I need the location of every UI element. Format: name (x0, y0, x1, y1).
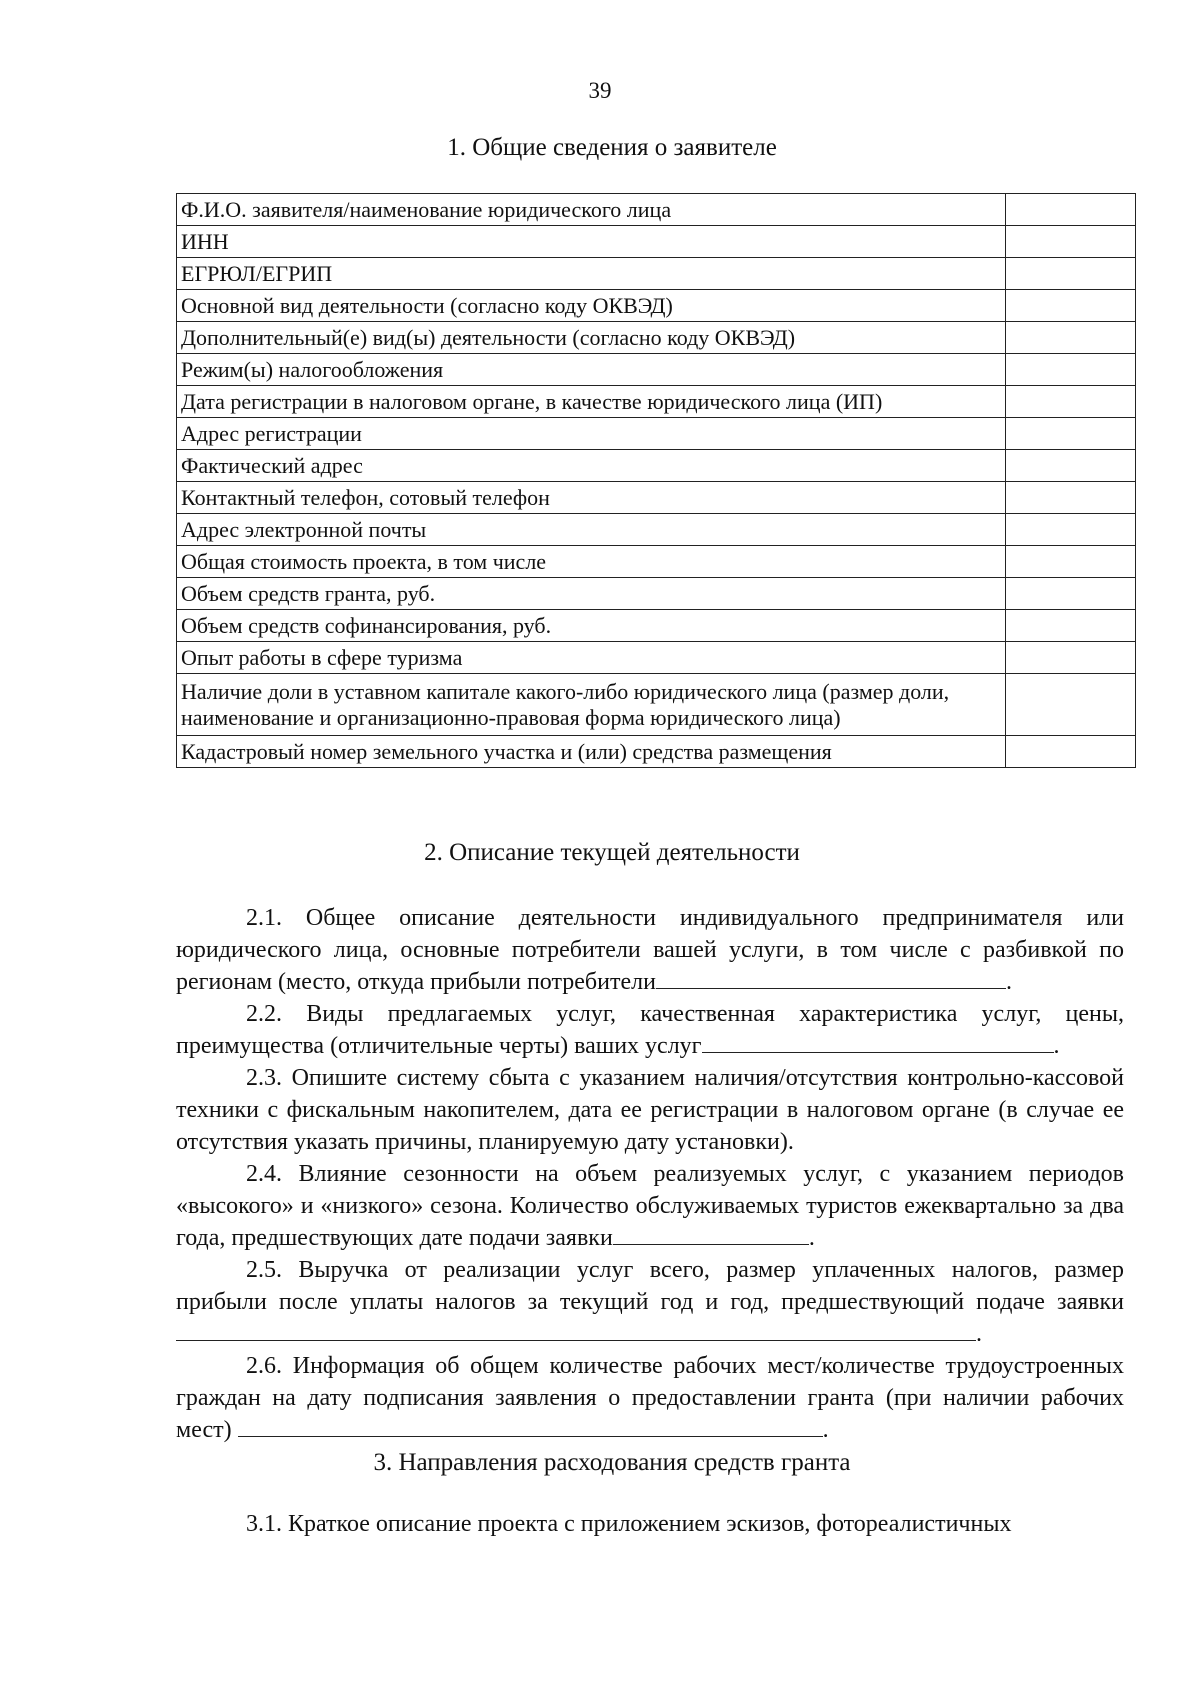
table-row (177, 194, 1136, 226)
value-cell[interactable] (1006, 418, 1136, 450)
applicant-info-table (176, 193, 1136, 768)
row-label: Объем средств софинансирования, руб. (177, 610, 1006, 642)
paragraph-2-4 (176, 1158, 1124, 1254)
table-row (177, 642, 1136, 674)
paragraph-2-5-text: 2.5. Выручка от реализации услуг всего, размер уплаченных налогов, размер прибыли после уплаты налогов за текущий год и год, предшествующий подаче заявки (176, 1257, 1124, 1315)
row-label: ИНН (177, 226, 1006, 258)
row-label: Объем средств гранта, руб. (177, 578, 1006, 610)
paragraph-2-1 (176, 902, 1124, 998)
row-label: Контактный телефон, сотовый телефон (177, 482, 1006, 514)
value-cell[interactable] (1006, 258, 1136, 290)
paragraph-2-2 (176, 998, 1124, 1062)
value-cell[interactable] (1006, 610, 1136, 642)
value-cell[interactable] (1006, 322, 1136, 354)
fill-in-blank[interactable] (656, 966, 1006, 989)
value-cell[interactable] (1006, 482, 1136, 514)
table-row (177, 514, 1136, 546)
fill-in-blank[interactable] (176, 1318, 976, 1341)
value-cell[interactable] (1006, 194, 1136, 226)
section-1-title: 1. Общие сведения о заявителе (447, 134, 777, 161)
row-label: Наличие доли в уставном капитале какого-либо юридического лица (размер доли, наименование и организационно-правовая форма юридического лица) (177, 674, 1006, 736)
row-label: Кадастровый номер земельного участка и (или) средства размещения (177, 736, 1006, 768)
row-label: Фактический адрес (177, 450, 1006, 482)
row-label: Режим(ы) налогообложения (177, 354, 1006, 386)
value-cell[interactable] (1006, 386, 1136, 418)
end-mark: . (808, 1225, 815, 1251)
table-row (177, 386, 1136, 418)
row-label: Адрес электронной почты (177, 514, 1006, 546)
section-3-title: 3. Направления расходования средств гранта (373, 1449, 851, 1476)
table-row (177, 354, 1136, 386)
table-row (177, 546, 1136, 578)
value-cell[interactable] (1006, 450, 1136, 482)
row-label: Дополнительный(е) вид(ы) деятельности (согласно коду ОКВЭД) (177, 322, 1006, 354)
page-number: 39 (588, 78, 612, 103)
section-2-body (176, 902, 1124, 1446)
value-cell[interactable] (1006, 578, 1136, 610)
section-2-title: 2. Описание текущей деятельности (424, 839, 800, 866)
fill-in-blank[interactable] (702, 1030, 1054, 1053)
row-label: Основной вид деятельности (согласно коду ОКВЭД) (177, 290, 1006, 322)
table-row (177, 482, 1136, 514)
value-cell[interactable] (1006, 226, 1136, 258)
paragraph-2-6 (176, 1350, 1124, 1446)
paragraph-2-5 (176, 1254, 1124, 1350)
table-row (177, 418, 1136, 450)
table-row (177, 450, 1136, 482)
value-cell[interactable] (1006, 290, 1136, 322)
value-cell[interactable] (1006, 546, 1136, 578)
table-row (177, 226, 1136, 258)
value-cell[interactable] (1006, 514, 1136, 546)
value-cell[interactable] (1006, 736, 1136, 768)
table-row (177, 290, 1136, 322)
paragraph-2-2-text: 2.2. Виды предлагаемых услуг, качественная характеристика услуг, цены, преимущества (отличительные черты) ваших услуг (176, 1001, 1124, 1059)
row-label: Общая стоимость проекта, в том числе (177, 546, 1006, 578)
row-label: Опыт работы в сфере туризма (177, 642, 1006, 674)
table-row (177, 322, 1136, 354)
row-label: ЕГРЮЛ/ЕГРИП (177, 258, 1006, 290)
end-mark: . (1053, 1033, 1060, 1059)
value-cell[interactable] (1006, 674, 1136, 736)
paragraph-2-3 (176, 1062, 1124, 1158)
value-cell[interactable] (1006, 354, 1136, 386)
paragraph-2-1-text: 2.1. Общее описание деятельности индивидуального предпринимателя или юридического лица, основные потребители вашей услуги, в том числе с разбивкой по регионам (место, откуда прибыли потребители (176, 905, 1124, 995)
end-mark: . (1005, 969, 1012, 995)
row-label: Ф.И.О. заявителя/наименование юридического лица (177, 194, 1006, 226)
paragraph-3-1: 3.1. Краткое описание проекта с приложением эскизов, фотореалистичных (246, 1511, 1012, 1537)
end-mark: . (976, 1321, 982, 1347)
paragraph-2-3-text: 2.3. Опишите систему сбыта с указанием наличия/отсутствия контрольно-кассовой техники с фискальным накопителем, дата ее регистрации в налоговом органе (в случае ее отсутствия указать причины, планируемую дату установки). (176, 1065, 1124, 1155)
fill-in-blank[interactable] (613, 1222, 809, 1245)
end-mark: . (822, 1417, 829, 1443)
table-row (177, 674, 1136, 736)
fill-in-blank[interactable] (238, 1414, 823, 1437)
table-row (177, 258, 1136, 290)
table-row (177, 578, 1136, 610)
row-label: Адрес регистрации (177, 418, 1006, 450)
table-row (177, 610, 1136, 642)
paragraph-2-6-text: 2.6. Информация об общем количестве рабочих мест/количестве трудоустроенных граждан на дату подписания заявления о предоставлении гранта (при наличии рабочих мест) (176, 1353, 1124, 1443)
row-label: Дата регистрации в налоговом органе, в качестве юридического лица (ИП) (177, 386, 1006, 418)
table-row (177, 736, 1136, 768)
value-cell[interactable] (1006, 642, 1136, 674)
paragraph-2-4-text: 2.4. Влияние сезонности на объем реализуемых услуг, с указанием периодов «высокого» и «низкого» сезона. Количество обслуживаемых туристов ежеквартально за два года, предшествующих дате подачи заявки (176, 1161, 1124, 1251)
